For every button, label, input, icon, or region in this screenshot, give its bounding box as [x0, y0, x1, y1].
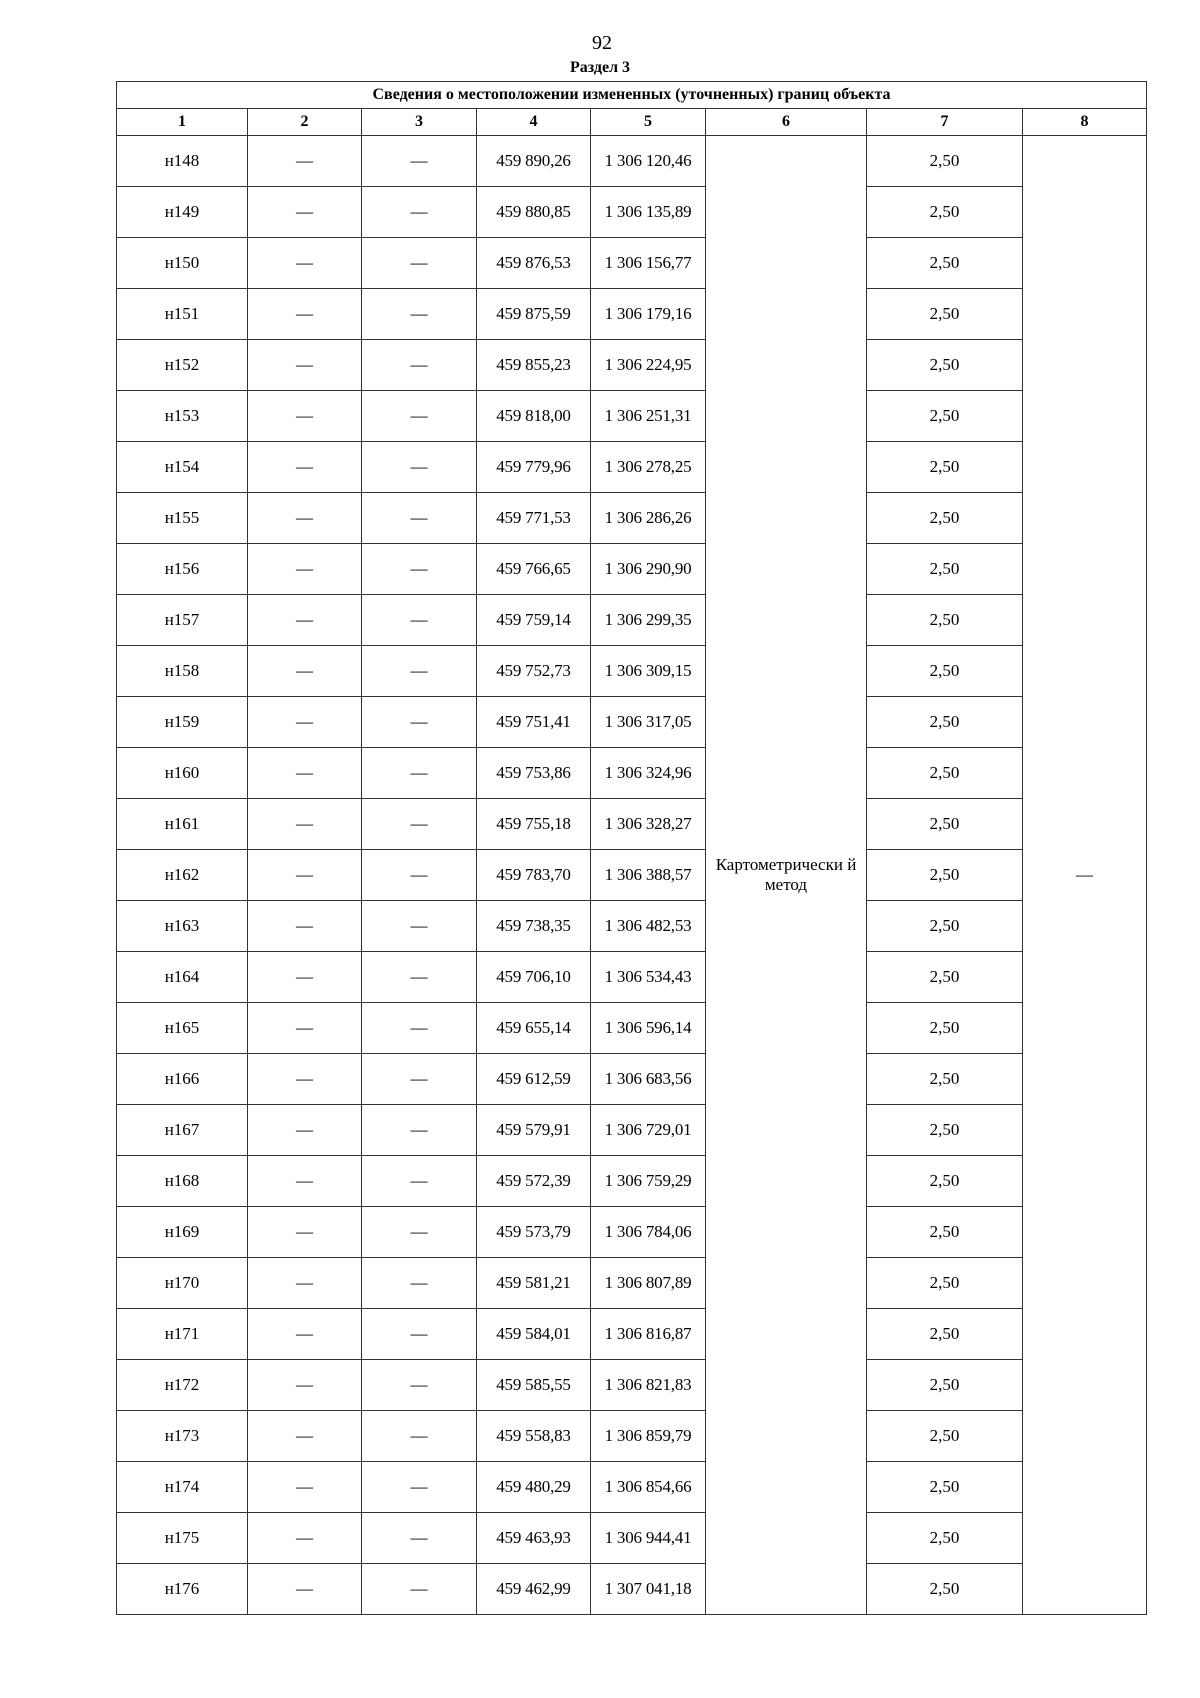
table-row	[117, 1207, 1147, 1258]
precision-cell: 2,50	[867, 1054, 1023, 1105]
x-coordinate-cell: 459 876,53	[477, 238, 591, 289]
col3-cell: —	[362, 238, 477, 289]
table-row	[117, 187, 1147, 238]
col2-cell: —	[248, 1258, 362, 1309]
col2-cell: —	[248, 748, 362, 799]
table-row	[117, 1054, 1147, 1105]
y-coordinate-cell: 1 306 482,53	[591, 901, 706, 952]
precision-cell: 2,50	[867, 544, 1023, 595]
point-id-cell: н172	[117, 1360, 248, 1411]
column-header-1: 1	[117, 109, 248, 136]
column-header-6: 6	[706, 109, 867, 136]
precision-cell: 2,50	[867, 1513, 1023, 1564]
col3-cell: —	[362, 1564, 477, 1615]
y-coordinate-cell: 1 306 784,06	[591, 1207, 706, 1258]
point-id-cell: н152	[117, 340, 248, 391]
table-row	[117, 1156, 1147, 1207]
col3-cell: —	[362, 595, 477, 646]
col3-cell: —	[362, 544, 477, 595]
y-coordinate-cell: 1 306 309,15	[591, 646, 706, 697]
x-coordinate-cell: 459 480,29	[477, 1462, 591, 1513]
point-id-cell: н150	[117, 238, 248, 289]
point-id-cell: н155	[117, 493, 248, 544]
col2-cell: —	[248, 493, 362, 544]
x-coordinate-cell: 459 818,00	[477, 391, 591, 442]
col2-cell: —	[248, 238, 362, 289]
col2-cell: —	[248, 1207, 362, 1258]
precision-cell: 2,50	[867, 1105, 1023, 1156]
point-id-cell: н169	[117, 1207, 248, 1258]
precision-cell: 2,50	[867, 442, 1023, 493]
y-coordinate-cell: 1 306 179,16	[591, 289, 706, 340]
x-coordinate-cell: 459 463,93	[477, 1513, 591, 1564]
x-coordinate-cell: 459 783,70	[477, 850, 591, 901]
table-row	[117, 544, 1147, 595]
table-row	[117, 901, 1147, 952]
point-id-cell: н173	[117, 1411, 248, 1462]
y-coordinate-cell: 1 307 041,18	[591, 1564, 706, 1615]
precision-cell: 2,50	[867, 799, 1023, 850]
x-coordinate-cell: 459 558,83	[477, 1411, 591, 1462]
col3-cell: —	[362, 1207, 477, 1258]
table-row	[117, 799, 1147, 850]
col2-cell: —	[248, 850, 362, 901]
x-coordinate-cell: 459 766,65	[477, 544, 591, 595]
col2-cell: —	[248, 1003, 362, 1054]
col2-cell: —	[248, 289, 362, 340]
precision-cell: 2,50	[867, 1564, 1023, 1615]
col2-cell: —	[248, 442, 362, 493]
table-row	[117, 442, 1147, 493]
y-coordinate-cell: 1 306 286,26	[591, 493, 706, 544]
table-row	[117, 289, 1147, 340]
col2-cell: —	[248, 544, 362, 595]
y-coordinate-cell: 1 306 317,05	[591, 697, 706, 748]
col2-cell: —	[248, 1513, 362, 1564]
col3-cell: —	[362, 1258, 477, 1309]
precision-cell: 2,50	[867, 1309, 1023, 1360]
point-id-cell: н154	[117, 442, 248, 493]
precision-cell: 2,50	[867, 1207, 1023, 1258]
point-id-cell: н153	[117, 391, 248, 442]
precision-cell: 2,50	[867, 289, 1023, 340]
precision-cell: 2,50	[867, 1411, 1023, 1462]
x-coordinate-cell: 459 655,14	[477, 1003, 591, 1054]
col3-cell: —	[362, 1003, 477, 1054]
col2-cell: —	[248, 646, 362, 697]
col3-cell: —	[362, 1462, 477, 1513]
col3-cell: —	[362, 340, 477, 391]
y-coordinate-cell: 1 306 120,46	[591, 136, 706, 187]
point-id-cell: н167	[117, 1105, 248, 1156]
y-coordinate-cell: 1 306 821,83	[591, 1360, 706, 1411]
col2-cell: —	[248, 952, 362, 1003]
table-row	[117, 340, 1147, 391]
y-coordinate-cell: 1 306 534,43	[591, 952, 706, 1003]
point-id-cell: н166	[117, 1054, 248, 1105]
x-coordinate-cell: 459 890,26	[477, 136, 591, 187]
precision-cell: 2,50	[867, 238, 1023, 289]
col3-cell: —	[362, 1054, 477, 1105]
y-coordinate-cell: 1 306 944,41	[591, 1513, 706, 1564]
coordinates-table	[116, 81, 1147, 1615]
point-id-cell: н160	[117, 748, 248, 799]
x-coordinate-cell: 459 755,18	[477, 799, 591, 850]
precision-cell: 2,50	[867, 646, 1023, 697]
col2-cell: —	[248, 136, 362, 187]
point-id-cell: н165	[117, 1003, 248, 1054]
y-coordinate-cell: 1 306 859,79	[591, 1411, 706, 1462]
precision-cell: 2,50	[867, 493, 1023, 544]
point-id-cell: н176	[117, 1564, 248, 1615]
y-coordinate-cell: 1 306 324,96	[591, 748, 706, 799]
header-row	[117, 109, 1147, 136]
x-coordinate-cell: 459 612,59	[477, 1054, 591, 1105]
y-coordinate-cell: 1 306 596,14	[591, 1003, 706, 1054]
col3-cell: —	[362, 901, 477, 952]
x-coordinate-cell: 459 572,39	[477, 1156, 591, 1207]
col2-cell: —	[248, 1411, 362, 1462]
column-header-8: 8	[1023, 109, 1147, 136]
table-row	[117, 646, 1147, 697]
col3-cell: —	[362, 1309, 477, 1360]
precision-cell: 2,50	[867, 697, 1023, 748]
precision-cell: 2,50	[867, 187, 1023, 238]
precision-cell: 2,50	[867, 340, 1023, 391]
precision-cell: 2,50	[867, 391, 1023, 442]
table-row	[117, 697, 1147, 748]
table-row	[117, 1513, 1147, 1564]
x-coordinate-cell: 459 751,41	[477, 697, 591, 748]
col2-cell: —	[248, 391, 362, 442]
table-row	[117, 1564, 1147, 1615]
precision-cell: 2,50	[867, 1360, 1023, 1411]
table-caption: Сведения о местоположении измененных (уточненных) границ объекта	[117, 82, 1147, 109]
y-coordinate-cell: 1 306 683,56	[591, 1054, 706, 1105]
col3-cell: —	[362, 1360, 477, 1411]
precision-cell: 2,50	[867, 1462, 1023, 1513]
table-row	[117, 952, 1147, 1003]
col3-cell: —	[362, 748, 477, 799]
y-coordinate-cell: 1 306 388,57	[591, 850, 706, 901]
x-coordinate-cell: 459 771,53	[477, 493, 591, 544]
col2-cell: —	[248, 1462, 362, 1513]
point-id-cell: н148	[117, 136, 248, 187]
precision-cell: 2,50	[867, 952, 1023, 1003]
column-header-3: 3	[362, 109, 477, 136]
x-coordinate-cell: 459 584,01	[477, 1309, 591, 1360]
point-id-cell: н163	[117, 901, 248, 952]
method-cell: Картометрически й метод	[706, 136, 867, 1615]
col3-cell: —	[362, 646, 477, 697]
table-row	[117, 238, 1147, 289]
table-row	[117, 1309, 1147, 1360]
x-coordinate-cell: 459 581,21	[477, 1258, 591, 1309]
col8-cell: —	[1023, 136, 1147, 1615]
y-coordinate-cell: 1 306 816,87	[591, 1309, 706, 1360]
x-coordinate-cell: 459 875,59	[477, 289, 591, 340]
col2-cell: —	[248, 1309, 362, 1360]
x-coordinate-cell: 459 855,23	[477, 340, 591, 391]
point-id-cell: н174	[117, 1462, 248, 1513]
x-coordinate-cell: 459 573,79	[477, 1207, 591, 1258]
section-title: Раздел 3	[569, 59, 631, 76]
col3-cell: —	[362, 799, 477, 850]
point-id-cell: н159	[117, 697, 248, 748]
point-id-cell: н151	[117, 289, 248, 340]
col3-cell: —	[362, 493, 477, 544]
col3-cell: —	[362, 850, 477, 901]
col3-cell: —	[362, 136, 477, 187]
precision-cell: 2,50	[867, 595, 1023, 646]
y-coordinate-cell: 1 306 290,90	[591, 544, 706, 595]
precision-cell: 2,50	[867, 1003, 1023, 1054]
col3-cell: —	[362, 952, 477, 1003]
point-id-cell: н158	[117, 646, 248, 697]
col3-cell: —	[362, 1513, 477, 1564]
col2-cell: —	[248, 1105, 362, 1156]
col3-cell: —	[362, 1105, 477, 1156]
y-coordinate-cell: 1 306 807,89	[591, 1258, 706, 1309]
column-header-2: 2	[248, 109, 362, 136]
col3-cell: —	[362, 187, 477, 238]
col2-cell: —	[248, 187, 362, 238]
x-coordinate-cell: 459 752,73	[477, 646, 591, 697]
column-header-4: 4	[477, 109, 591, 136]
col2-cell: —	[248, 1564, 362, 1615]
precision-cell: 2,50	[867, 850, 1023, 901]
table-row	[117, 850, 1147, 901]
column-header-5: 5	[591, 109, 706, 136]
point-id-cell: н161	[117, 799, 248, 850]
col2-cell: —	[248, 1054, 362, 1105]
point-id-cell: н175	[117, 1513, 248, 1564]
precision-cell: 2,50	[867, 1258, 1023, 1309]
x-coordinate-cell: 459 738,35	[477, 901, 591, 952]
table-row	[117, 595, 1147, 646]
point-id-cell: н157	[117, 595, 248, 646]
y-coordinate-cell: 1 306 759,29	[591, 1156, 706, 1207]
table-row	[117, 1411, 1147, 1462]
table-row	[117, 1258, 1147, 1309]
col2-cell: —	[248, 1156, 362, 1207]
col2-cell: —	[248, 697, 362, 748]
table-row	[117, 748, 1147, 799]
col2-cell: —	[248, 799, 362, 850]
point-id-cell: н170	[117, 1258, 248, 1309]
point-id-cell: н171	[117, 1309, 248, 1360]
y-coordinate-cell: 1 306 224,95	[591, 340, 706, 391]
point-id-cell: н164	[117, 952, 248, 1003]
table-row	[117, 136, 1147, 187]
y-coordinate-cell: 1 306 328,27	[591, 799, 706, 850]
point-id-cell: н162	[117, 850, 248, 901]
col3-cell: —	[362, 697, 477, 748]
x-coordinate-cell: 459 579,91	[477, 1105, 591, 1156]
column-header-7: 7	[867, 109, 1023, 136]
table-row	[117, 1360, 1147, 1411]
page-number: 92	[592, 32, 612, 54]
table-row	[117, 391, 1147, 442]
precision-cell: 2,50	[867, 748, 1023, 799]
col2-cell: —	[248, 340, 362, 391]
table-row	[117, 1003, 1147, 1054]
precision-cell: 2,50	[867, 1156, 1023, 1207]
table-row	[117, 1462, 1147, 1513]
x-coordinate-cell: 459 706,10	[477, 952, 591, 1003]
x-coordinate-cell: 459 880,85	[477, 187, 591, 238]
col2-cell: —	[248, 901, 362, 952]
y-coordinate-cell: 1 306 156,77	[591, 238, 706, 289]
x-coordinate-cell: 459 462,99	[477, 1564, 591, 1615]
point-id-cell: н156	[117, 544, 248, 595]
col3-cell: —	[362, 1411, 477, 1462]
point-id-cell: н168	[117, 1156, 248, 1207]
col3-cell: —	[362, 442, 477, 493]
col2-cell: —	[248, 595, 362, 646]
y-coordinate-cell: 1 306 135,89	[591, 187, 706, 238]
y-coordinate-cell: 1 306 299,35	[591, 595, 706, 646]
y-coordinate-cell: 1 306 854,66	[591, 1462, 706, 1513]
table-row	[117, 1105, 1147, 1156]
x-coordinate-cell: 459 753,86	[477, 748, 591, 799]
x-coordinate-cell: 459 585,55	[477, 1360, 591, 1411]
col3-cell: —	[362, 1156, 477, 1207]
col3-cell: —	[362, 289, 477, 340]
y-coordinate-cell: 1 306 251,31	[591, 391, 706, 442]
y-coordinate-cell: 1 306 729,01	[591, 1105, 706, 1156]
x-coordinate-cell: 459 759,14	[477, 595, 591, 646]
x-coordinate-cell: 459 779,96	[477, 442, 591, 493]
point-id-cell: н149	[117, 187, 248, 238]
col2-cell: —	[248, 1360, 362, 1411]
precision-cell: 2,50	[867, 901, 1023, 952]
col3-cell: —	[362, 391, 477, 442]
precision-cell: 2,50	[867, 136, 1023, 187]
y-coordinate-cell: 1 306 278,25	[591, 442, 706, 493]
table-row	[117, 493, 1147, 544]
